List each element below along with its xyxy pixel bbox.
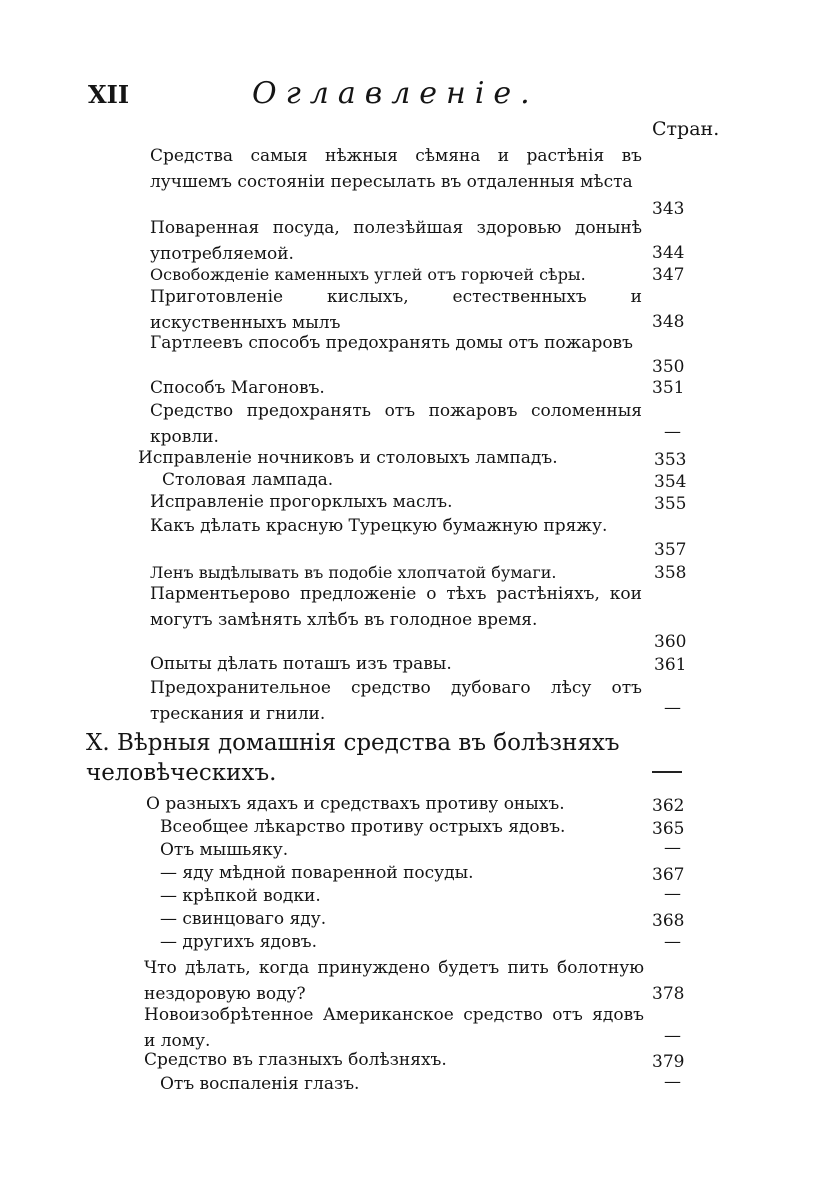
toc-entry-page: 357 <box>654 540 687 560</box>
toc-entry <box>150 331 642 357</box>
toc-entry-text: Приготовленіе кислыхъ, естественныхъ и искуственныхъ мылъ <box>150 287 642 333</box>
toc-entry-page: 344 <box>652 243 685 263</box>
toc-entry-text: Способъ Магоновъ. <box>150 378 325 398</box>
toc-entry-page: 365 <box>652 819 685 839</box>
toc-entry-text: Исправленіе ночниковъ и столовыхъ лампадъ. <box>138 448 558 468</box>
toc-entry-page: 351 <box>652 378 685 398</box>
toc-entry-text: Что дѣлать, когда принуждено будетъ пить болотную нездоровую воду? <box>144 958 644 1004</box>
toc-entry-text: — яду мѣдной поваренной посуды. <box>160 863 474 883</box>
toc-entry-page: 368 <box>652 911 685 931</box>
toc-entry-page: 353 <box>654 450 687 470</box>
toc-entry-page: 358 <box>654 563 687 583</box>
section-heading: X. Вѣрныя домашнія средства въ болѣзняхъ человѣческихъ. <box>86 730 620 786</box>
toc-entry <box>146 792 650 818</box>
toc-entry-text: Гартлеевъ способъ предохранять домы отъ пожаровъ <box>150 333 633 353</box>
toc-entry-text: Опыты дѣлать поташъ изъ травы. <box>150 654 452 674</box>
toc-entry-text: Ленъ выдѣлывать въ подобіе хлопчатой бумаги. <box>150 563 557 582</box>
toc-entry <box>160 815 648 841</box>
toc-entry-text: Новоизобрѣтенное Американское средство отъ ядовъ и лому. <box>144 1005 644 1051</box>
toc-entry-text: Предохранительное средство дубоваго лѣсу отъ трескания и гнили. <box>150 678 642 724</box>
toc-entry-page: 355 <box>654 494 687 514</box>
page-folio: XII <box>88 80 130 109</box>
toc-entry-text: Отъ воспаленія глазъ. <box>160 1074 360 1094</box>
toc-entry-text: Парментьерово предложеніе о тѣхъ растѣніяхъ, кои могутъ замѣнять хлѣбъ въ голодное время. <box>150 584 642 630</box>
toc-entry <box>150 490 642 516</box>
toc-entry-page: 354 <box>654 472 687 492</box>
toc-entry-text: — крѣпкой водки. <box>160 886 321 906</box>
toc-entry-text: Отъ мышьяку. <box>160 840 289 860</box>
toc-entry <box>150 399 642 450</box>
toc-entry-page: 367 <box>652 865 685 885</box>
toc-entry <box>160 884 648 910</box>
toc-entry <box>160 861 648 887</box>
section-page-rule <box>652 771 682 773</box>
toc-entry-page: — <box>664 932 681 952</box>
toc-entry-text: Столовая лампада. <box>162 470 334 490</box>
toc-entry <box>150 676 642 727</box>
toc-entry-page: 379 <box>652 1052 685 1072</box>
toc-entry-page: 343 <box>652 199 685 219</box>
toc-entry <box>150 582 642 633</box>
toc-entry-page: — <box>664 838 681 858</box>
toc-entry <box>144 956 644 1007</box>
toc-entry <box>160 838 648 864</box>
toc-entry-page: 348 <box>652 312 685 332</box>
toc-entry <box>160 1072 648 1098</box>
toc-entry <box>150 376 642 402</box>
toc-entry-text: Освобожденіе каменныхъ углей отъ горючей сѣры. <box>150 265 586 284</box>
toc-entry-page: 361 <box>654 655 687 675</box>
toc-entry <box>144 1003 644 1054</box>
toc-entry-text: — свинцоваго яду. <box>160 909 327 929</box>
toc-entry-page: — <box>664 698 681 718</box>
toc-entry-page: 360 <box>654 632 687 652</box>
toc-entry-text: Средство предохранять отъ пожаровъ соломенныя кровли. <box>150 401 642 447</box>
toc-entry-page: — <box>664 884 681 904</box>
toc-entry-page: 347 <box>652 265 685 285</box>
toc-entry-page: — <box>664 1026 681 1046</box>
toc-entry-page: — <box>664 1072 681 1092</box>
toc-entry-text: — другихъ ядовъ. <box>160 932 318 952</box>
toc-entry-text: Исправленіе прогорклыхъ маслъ. <box>150 492 453 512</box>
page-title: Оглавленіе. <box>252 76 539 111</box>
page-column-heading: Стран. <box>652 118 720 140</box>
toc-entry-page: 350 <box>652 357 685 377</box>
toc-entry-text: Средство въ глазныхъ болѣзняхъ. <box>144 1050 447 1070</box>
toc-entry <box>150 144 642 195</box>
toc-entry-text: О разныхъ ядахъ и средствахъ противу оныхъ. <box>146 794 565 814</box>
toc-entry <box>150 262 650 288</box>
toc-entry <box>144 1048 644 1074</box>
toc-entry-text: Поваренная посуда, полезѣйшая здоровью донынѣ употребляемой. <box>150 218 642 264</box>
toc-entry <box>160 907 648 933</box>
toc-entry-page: — <box>664 422 681 442</box>
toc-entry-text: Всеобщее лѣкарство противу острыхъ ядовъ. <box>160 817 566 837</box>
toc-entry <box>150 514 642 540</box>
toc-entry-text: Какъ дѣлать красную Турецкую бумажную пряжу. <box>150 516 608 536</box>
toc-entry <box>160 930 648 956</box>
toc-entry-text: Средства самыя нѣжныя сѣмяна и растѣнія въ лучшемъ состояніи пересылать въ отдаленныя мѣста <box>150 146 642 192</box>
toc-entry-page: 378 <box>652 984 685 1004</box>
toc-entry <box>150 285 642 336</box>
toc-entry <box>150 652 642 678</box>
toc-entry <box>150 216 642 267</box>
toc-entry-page: 362 <box>652 796 685 816</box>
